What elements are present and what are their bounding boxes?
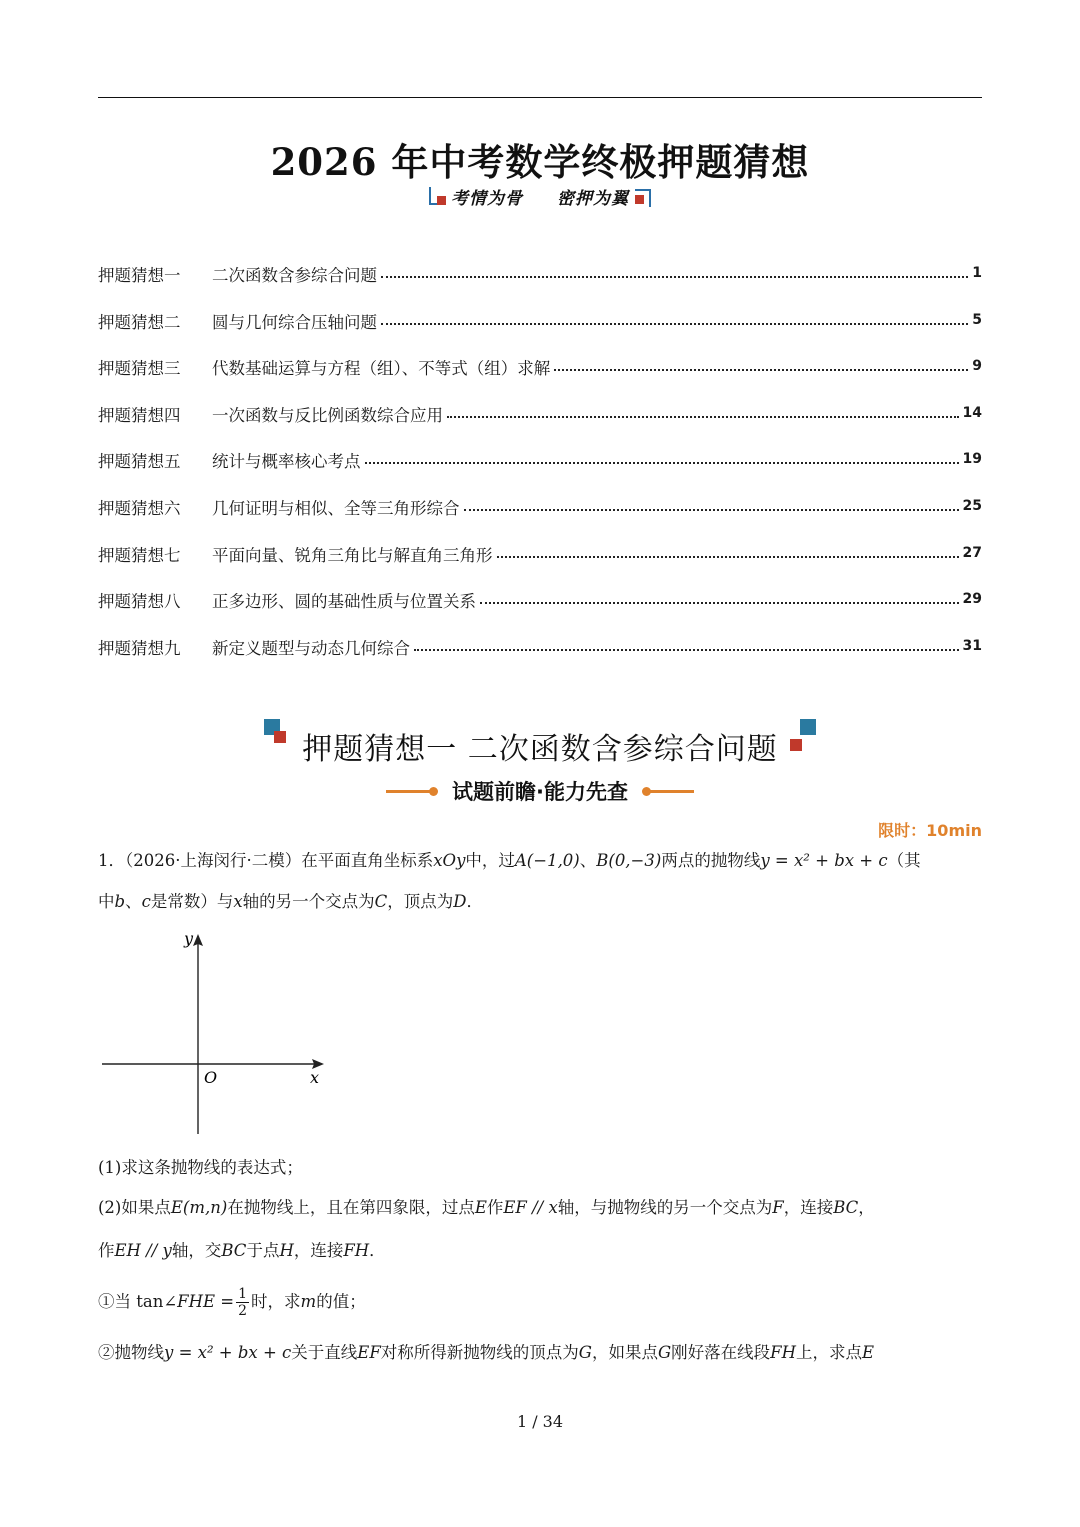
toc-leader [414, 635, 959, 651]
x-axis-label: x [310, 1068, 320, 1087]
toc-entry[interactable]: 押题猜想九 新定义题型与动态几何综合 31 [98, 635, 982, 682]
section-header [0, 724, 1080, 768]
section-deco-left-icon [260, 729, 294, 763]
coordinate-axes-figure [98, 928, 328, 1140]
slogan-left: 考情为骨 [451, 189, 523, 209]
dot-line-right-icon [646, 790, 694, 793]
toc-entry[interactable]: 押题猜想三 代数基础运算与方程（组）、不等式（组）求解 9 [98, 355, 982, 402]
section-subheader [0, 776, 1080, 806]
problem-statement-line1: 1．（2026·上海闵行·二模）在平面直角坐标系xOy中，过A(−1,0)、B(0,−3)两点的抛物线y = x² + bx + c（其 [98, 851, 921, 870]
slogan-right: 密押为翼 [557, 189, 629, 209]
bracket-left-icon [429, 187, 447, 207]
toc-entry[interactable]: 押题猜想四 一次函数与反比例函数综合应用 14 [98, 402, 982, 449]
fraction-one-half: $\frac{1}{2}$ [238, 1286, 248, 1319]
dot-line-left-icon [386, 790, 434, 793]
section-subtitle: 试题前瞻·能力先查 [452, 780, 628, 804]
section-deco-right-icon [786, 729, 820, 763]
toc-entry[interactable]: 押题猜想七 平面向量、锐角三角比与解直角三角形 27 [98, 542, 982, 589]
page-number: 1 / 34 [516, 1412, 564, 1431]
header-rule [98, 97, 982, 98]
section-title: 押题猜想一 二次函数含参综合问题 [302, 732, 778, 767]
question-2-part2: ②抛物线y = x² + bx + c关于直线EF对称所得新抛物线的顶点为G，如果点G刚好落在线段FH上，求点E [98, 1343, 875, 1362]
toc-entry[interactable]: 押题猜想五 统计与概率核心考点 19 [98, 448, 982, 495]
toc-leader [381, 262, 968, 278]
table-of-contents [98, 262, 982, 681]
toc-leader [381, 309, 968, 325]
bracket-right-icon [633, 187, 651, 207]
time-limit: 限时：10min [878, 821, 982, 840]
toc-leader [447, 402, 959, 418]
toc-entry[interactable]: 押题猜想六 几何证明与相似、全等三角形综合 25 [98, 495, 982, 542]
toc-leader [480, 588, 959, 604]
question-2-line2: 作EH // y轴，交BC于点H，连接FH． [98, 1241, 386, 1260]
toc-leader [497, 542, 959, 558]
y-axis-label: y [184, 929, 194, 948]
problem-statement-line2: 中b、c是常数）与x轴的另一个交点为C，顶点为D． [98, 892, 483, 911]
toc-leader [464, 495, 959, 511]
toc-entry[interactable]: 押题猜想八 正多边形、圆的基础性质与位置关系 29 [98, 588, 982, 635]
document-title: 2026 年中考数学终极押题猜想 [270, 140, 810, 184]
toc-leader [554, 355, 968, 371]
slogan [0, 184, 1080, 209]
toc-leader [365, 448, 959, 464]
question-2-line1: (2)如果点E(m,n)在抛物线上，且在第四象限，过点E作EF // x轴，与抛物线的另一个交点为F，连接BC， [98, 1198, 875, 1217]
question-1: (1)求这条抛物线的表达式； [98, 1158, 303, 1177]
toc-entry[interactable]: 押题猜想二 圆与几何综合压轴问题 5 [98, 309, 982, 356]
origin-label: O [204, 1068, 218, 1087]
toc-entry[interactable]: 押题猜想一 二次函数含参综合问题 1 [98, 262, 982, 309]
question-2-part1: ①当 tan∠FHE = $\frac{1}{2}$ 时，求m的值； [98, 1286, 366, 1319]
